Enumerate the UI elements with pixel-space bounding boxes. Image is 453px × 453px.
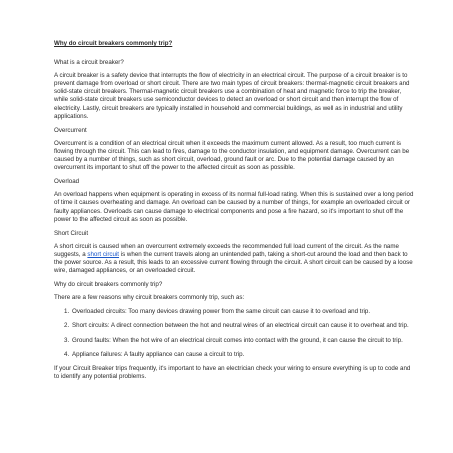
short-circuit-text-before: A short circuit is caused when an overcurrent extremely exceeds the recommended full load current of the circuit. As the name suggests, a: [54, 242, 399, 258]
short-circuit-text-after: is when the current travels along an unintended path, taking a short-cut around the load and then back to the power source. As a result, this leads to an excessive current flowing through the circuit. A short circuit can be caused by a loose wire, damaged appliances, or an overloaded circuit.: [54, 250, 413, 275]
section-body-short-circuit: [54, 243, 416, 275]
list-item-number: 3.: [64, 336, 70, 344]
section-body-overcurrent: Overcurrent is a condition of an electrical circuit when it exceeds the maximum current allowed. As a result, too much current is flowing through the circuit. This can lead to fires, damage to the conductor insulation, and equipment damage. Overcurrent can be caused by a number of things, such as short circuit, overload, ground fault or arc. Due to the potential damage caused by an overcurrent its important to shut off the power to the affected circuit as soon as possible.: [54, 139, 410, 172]
list-item-number: 4.: [64, 350, 70, 358]
reasons-intro: There are a few reasons why circuit breakers commonly trip, such as:: [54, 294, 245, 302]
section-heading-short-circuit: Short Circuit: [54, 229, 89, 237]
list-item: [54, 322, 416, 330]
closing-paragraph: If your Circuit Breaker trips frequently, it's important to have an electrician check your wiring to ensure everything is up to code and to identify any potential problems.: [54, 364, 411, 380]
list-item-number: 1.: [64, 308, 70, 316]
section-body-overload: An overload happens when equipment is operating in excess of its normal full-load rating. When this is sustained over a long period of time it causes overheating and damage. An overload can be caused by a number of things, for example an overloaded circuit or faulty appliances. Overloads can cause damage to electrical components and pose a fire hazard, so it's important to shut off the power to the affected circuit as soon as possible.: [54, 191, 414, 223]
list-item: [54, 308, 416, 316]
section-heading-what-is: What is a circuit breaker?: [54, 59, 124, 67]
list-item-number: 2.: [64, 322, 70, 330]
section-body-what-is: A circuit breaker is a safety device that interrupts the flow of electricity in an electrical circuit. The purpose of a circuit breaker is to prevent damage from overload or short circuit. There are two main types of circuit breakers: thermal-magnetic circuit breakers and solid-state circuit breakers. Thermal-magnetic circuit breakers use a combination of heat and magnetic force to trip the breaker, while solid-state circuit breakers use semiconductor devices to detect an overload or short circuit and then interrupt the flow of electricity. Lastly, circuit breakers are typically installed in household and commercial buildings, as well as in industrial and utility applications.: [54, 72, 410, 120]
list-item-text: Short circuits: A direct connection between the hot and neutral wires of an electrical circuit can cause it to overheat and trip.: [72, 322, 409, 330]
list-item-text: Appliance failures: A faulty appliance can cause a circuit to trip.: [72, 350, 245, 358]
section-heading-overload: Overload: [54, 178, 80, 186]
list-item: [54, 337, 416, 345]
list-item: [54, 351, 416, 359]
why-trip-heading: Why do circuit breakers commonly trip?: [54, 281, 163, 289]
short-circuit-link[interactable]: short circuit: [87, 250, 120, 258]
document-body: [54, 40, 416, 387]
list-item-text: Ground faults: When the hot wire of an electrical circuit comes into contact with the ground, it can cause the circuit to trip.: [72, 336, 403, 344]
document-title: Why do circuit breakers commonly trip?: [54, 40, 173, 47]
list-item-text: Overloaded circuits: Too many devices drawing power from the same circuit can cause it to overload and trip.: [72, 308, 371, 316]
reasons-list: [54, 308, 416, 358]
section-heading-overcurrent: Overcurrent: [54, 126, 87, 134]
